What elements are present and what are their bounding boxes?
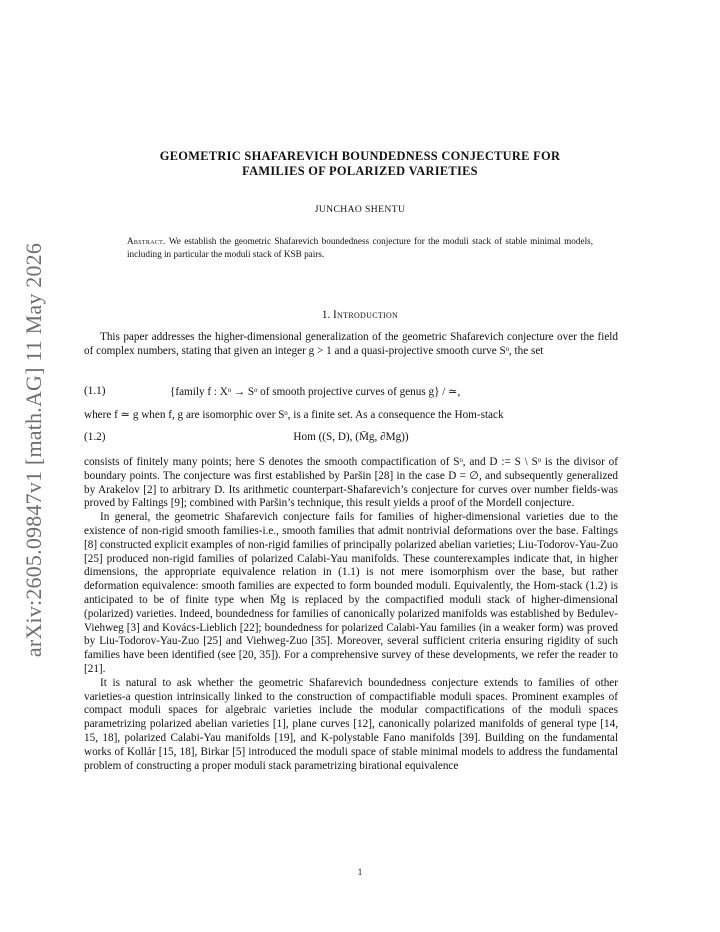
section-title: Introduction (333, 309, 399, 321)
title-line-1: GEOMETRIC SHAFAREVICH BOUNDEDNESS CONJECTURE FOR (159, 149, 561, 163)
paragraph-intro (84, 331, 618, 359)
author-name: JUNCHAO SHENTU (314, 204, 406, 215)
equation-text: {family f : Xᵒ → Sᵒ of smooth projective curves of genus g} / ≃, (170, 386, 461, 398)
equation-1-1 (84, 385, 618, 399)
section-heading (100, 309, 620, 321)
paper-title (100, 149, 620, 179)
paragraph-2: where f ≃ g when f, g are isomorphic over Sᵒ, is a finite set. As a consequence the Hom-stack (84, 409, 504, 421)
equation-number: (1.2) (84, 431, 106, 443)
page-number: 1 (357, 867, 363, 877)
paragraph-5: It is natural to ask whether the geometric Shafarevich boundedness conjecture extends to families of other varieties-a question intrinsically linked to the construction of compactifiable moduli spaces. Prominent examples of compact moduli spaces for algebraic varieties include the modular compactifications of the moduli spaces parametrizing polarized abelian varieties [1], plane curves [12], canonically polarized manifolds of general type [14, 15, 18], polarized Calabi-Yau manifolds [19], and K-polystable Fano manifolds [39]. Building on the fundamental works of Kollár [15, 18], Birkar [5] introduced the moduli space of stable minimal models to address the fundamental problem of constructing a proper moduli stack parametrizing birational equivalence (84, 676, 618, 772)
main-body (84, 456, 618, 773)
paragraph-3: consists of finitely many points; here S denotes the smooth compactification of Sᵒ, and D := S \ Sᵒ is the divisor of boundary points. The conjecture was first established by Paršin [28] in the case D = ∅, and subsequently generalized by Arakelov [2] to arbitrary D. Its arithmetic counterpart-Shafarevich’s conjecture for curves over number fields-was proved by Faltings [9]; combined with Paršin’s technique, this result yields a proof of the Mordell conjecture. (84, 456, 618, 510)
title-line-2: FAMILIES OF POLARIZED VARIETIES (242, 164, 478, 178)
paragraph-hom-stack (84, 409, 618, 423)
abstract (127, 235, 593, 260)
arxiv-stamp (14, 240, 54, 660)
section-number: 1. (321, 309, 331, 321)
abstract-label: Abstract. (127, 236, 166, 246)
paragraph-1: This paper addresses the higher-dimensional generalization of the geometric Shafarevich conjecture over the field of complex numbers, stating that given an integer g > 1 and a quasi-projective smooth curve Sᵒ, the set (84, 331, 618, 357)
paragraph-4: In general, the geometric Shafarevich conjecture fails for families of higher-dimensional varieties due to the existence of non-rigid smooth families-i.e., smooth families that admit nontrivial deformations over the base. Faltings [8] constructed explicit examples of non-rigid families of principally polarized abelian varieties; Liu-Todorov-Yau-Zuo [25] produced non-rigid families of polarized Calabi-Yau manifolds. These counterexamples indicate that, in higher dimensions, the appropriate equivalence relation in (1.1) is not mere isomorphism over the base, but rather deformation equivalence: smooth families are expected to form bounded moduli. Equivalently, the Hom-stack (1.2) is anticipated to be of finite type when M̄g is replaced by the compactified moduli stack of higher-dimensional (polarized) varieties. Indeed, boundedness for families of canonically polarized manifolds was established by Bedulev-Viehweg [3] and Kovács-Lieblich [22]; boundedness for polarized Calabi-Yau families (in a weaker form) was proved by Liu-Todorov-Yau-Zuo [25] and Viehweg-Zuo [35]. Moreover, several sufficient criteria ensuring rigidity of such families have been identified (see [20, 35]). For a comprehensive survey of these developments, we refer the reader to [21]. (84, 511, 618, 675)
equation-1-2 (84, 431, 618, 445)
equation-number: (1.1) (84, 385, 106, 397)
arxiv-stamp-text: arXiv:2605.09847v1 [math.AG] 11 May 2026 (21, 242, 46, 658)
abstract-text: We establish the geometric Shafarevich boundedness conjecture for the moduli stack of stable minimal models, including in particular the moduli stack of KSB pairs. (127, 236, 593, 259)
equation-text: Hom ((S, D), (M̄g, ∂Mg)) (293, 431, 409, 443)
